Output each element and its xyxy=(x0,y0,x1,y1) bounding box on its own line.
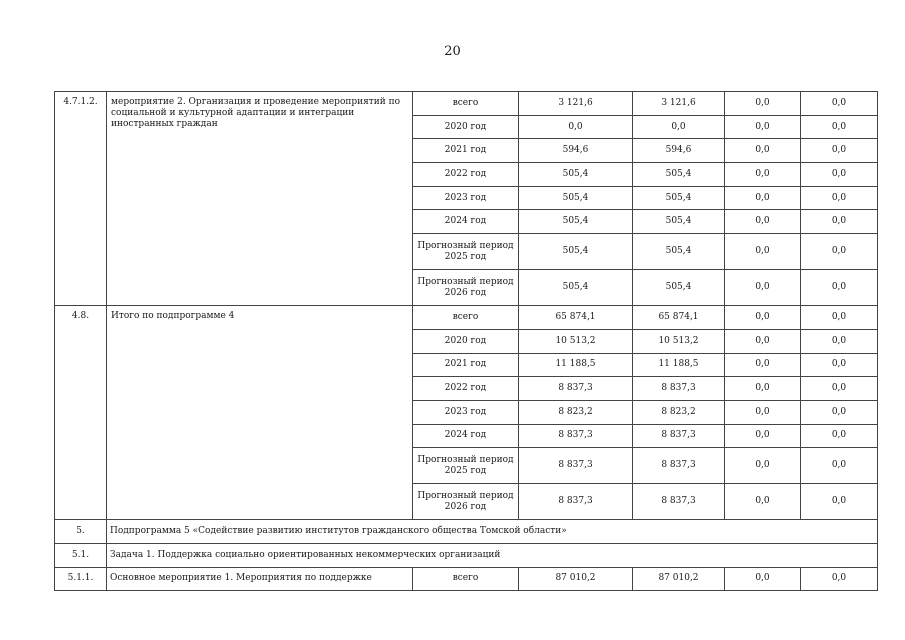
value-cell: 3 121,6 xyxy=(633,92,725,116)
period-cell: 2021 год xyxy=(413,139,519,163)
value-cell: 505,4 xyxy=(519,234,633,270)
table-row xyxy=(55,306,878,330)
period-cell: всего xyxy=(413,92,519,116)
value-cell: 0,0 xyxy=(801,567,878,591)
row-number: 5.1. xyxy=(55,543,107,567)
value-cell: 0,0 xyxy=(725,270,801,306)
value-cell: 0,0 xyxy=(801,92,878,116)
value-cell: 8 823,2 xyxy=(633,400,725,424)
value-cell: 8 837,3 xyxy=(633,424,725,448)
value-cell: 0,0 xyxy=(801,424,878,448)
value-cell: 8 837,3 xyxy=(633,448,725,484)
value-cell: 594,6 xyxy=(519,139,633,163)
section-row xyxy=(55,520,878,544)
period-cell: Прогнозный период 2026 год xyxy=(413,270,519,306)
period-cell: 2024 год xyxy=(413,424,519,448)
page-number: 20 xyxy=(444,44,461,59)
value-cell: 0,0 xyxy=(725,329,801,353)
row-name: Основное мероприятие 1. Мероприятия по поддержке xyxy=(107,567,413,591)
period-cell: 2020 год xyxy=(413,115,519,139)
period-cell: Прогнозный период 2025 год xyxy=(413,234,519,270)
value-cell: 505,4 xyxy=(633,270,725,306)
section-row xyxy=(55,543,878,567)
period-cell: 2023 год xyxy=(413,400,519,424)
row-name: мероприятие 2. Организация и проведение мероприятий по социальной и культурной адаптации и интеграции иностранных граждан xyxy=(107,92,413,306)
value-cell: 8 837,3 xyxy=(633,377,725,401)
value-cell: 0,0 xyxy=(801,353,878,377)
value-cell: 10 513,2 xyxy=(633,329,725,353)
value-cell: 0,0 xyxy=(725,424,801,448)
value-cell: 8 837,3 xyxy=(519,484,633,520)
value-cell: 11 188,5 xyxy=(633,353,725,377)
value-cell: 65 874,1 xyxy=(633,306,725,330)
value-cell: 0,0 xyxy=(801,400,878,424)
value-cell: 0,0 xyxy=(801,270,878,306)
value-cell: 594,6 xyxy=(633,139,725,163)
value-cell: 0,0 xyxy=(801,234,878,270)
value-cell: 0,0 xyxy=(725,353,801,377)
row-number: 4.8. xyxy=(55,306,107,520)
period-cell: 2022 год xyxy=(413,377,519,401)
value-cell: 0,0 xyxy=(801,448,878,484)
row-number: 5.1.1. xyxy=(55,567,107,591)
value-cell: 505,4 xyxy=(633,210,725,234)
value-cell: 505,4 xyxy=(633,163,725,187)
value-cell: 0,0 xyxy=(519,115,633,139)
value-cell: 0,0 xyxy=(801,186,878,210)
value-cell: 0,0 xyxy=(725,186,801,210)
value-cell: 8 837,3 xyxy=(519,424,633,448)
value-cell: 87 010,2 xyxy=(519,567,633,591)
value-cell: 0,0 xyxy=(725,400,801,424)
value-cell: 0,0 xyxy=(801,329,878,353)
value-cell: 0,0 xyxy=(725,448,801,484)
budget-table xyxy=(54,91,878,591)
value-cell: 0,0 xyxy=(801,377,878,401)
table-body xyxy=(55,92,878,591)
row-number: 4.7.1.2. xyxy=(55,92,107,306)
value-cell: 8 823,2 xyxy=(519,400,633,424)
value-cell: 0,0 xyxy=(725,306,801,330)
value-cell: 505,4 xyxy=(519,163,633,187)
period-cell: 2020 год xyxy=(413,329,519,353)
value-cell: 87 010,2 xyxy=(633,567,725,591)
period-cell: всего xyxy=(413,306,519,330)
value-cell: 0,0 xyxy=(725,484,801,520)
section-text: Задача 1. Поддержка социально ориентированных некоммерческих организаций xyxy=(107,543,878,567)
period-cell: всего xyxy=(413,567,519,591)
period-cell: Прогнозный период 2025 год xyxy=(413,448,519,484)
value-cell: 505,4 xyxy=(519,186,633,210)
value-cell: 505,4 xyxy=(633,234,725,270)
value-cell: 0,0 xyxy=(725,377,801,401)
value-cell: 505,4 xyxy=(633,186,725,210)
value-cell: 0,0 xyxy=(725,115,801,139)
value-cell: 0,0 xyxy=(633,115,725,139)
value-cell: 0,0 xyxy=(725,92,801,116)
value-cell: 505,4 xyxy=(519,210,633,234)
value-cell: 8 837,3 xyxy=(633,484,725,520)
value-cell: 0,0 xyxy=(801,139,878,163)
value-cell: 0,0 xyxy=(801,163,878,187)
value-cell: 65 874,1 xyxy=(519,306,633,330)
period-cell: 2024 год xyxy=(413,210,519,234)
value-cell: 505,4 xyxy=(519,270,633,306)
value-cell: 11 188,5 xyxy=(519,353,633,377)
table-row xyxy=(55,567,878,591)
value-cell: 0,0 xyxy=(725,567,801,591)
period-cell: 2021 год xyxy=(413,353,519,377)
value-cell: 0,0 xyxy=(725,163,801,187)
value-cell: 10 513,2 xyxy=(519,329,633,353)
row-name: Итого по подпрограмме 4 xyxy=(107,306,413,520)
period-cell: 2023 год xyxy=(413,186,519,210)
value-cell: 3 121,6 xyxy=(519,92,633,116)
table-row xyxy=(55,92,878,116)
value-cell: 8 837,3 xyxy=(519,448,633,484)
period-cell: Прогнозный период 2026 год xyxy=(413,484,519,520)
period-cell: 2022 год xyxy=(413,163,519,187)
value-cell: 0,0 xyxy=(801,115,878,139)
value-cell: 0,0 xyxy=(725,234,801,270)
value-cell: 0,0 xyxy=(725,139,801,163)
section-text: Подпрограмма 5 «Содействие развитию институтов гражданского общества Томской области» xyxy=(107,520,878,544)
value-cell: 0,0 xyxy=(801,306,878,330)
value-cell: 0,0 xyxy=(725,210,801,234)
value-cell: 8 837,3 xyxy=(519,377,633,401)
row-number: 5. xyxy=(55,520,107,544)
value-cell: 0,0 xyxy=(801,484,878,520)
value-cell: 0,0 xyxy=(801,210,878,234)
